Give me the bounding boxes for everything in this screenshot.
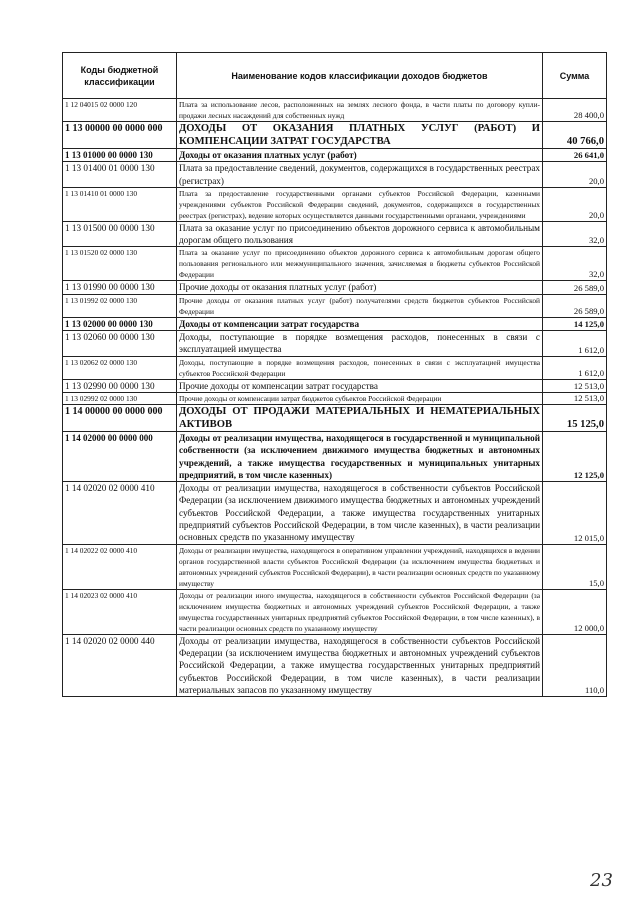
row-sum: 12 000,0 (543, 589, 607, 634)
row-sum: 26 641,0 (543, 149, 607, 162)
table-row (63, 392, 607, 404)
table-row (63, 379, 607, 392)
table-row (63, 281, 607, 294)
table-row (63, 294, 607, 317)
row-code: 1 13 02000 00 0000 130 (63, 317, 177, 330)
row-sum: 110,0 (543, 634, 607, 696)
table-row (63, 122, 607, 149)
row-sum: 32,0 (543, 221, 607, 247)
table-header-row (63, 53, 607, 99)
table-row (63, 99, 607, 122)
budget-classification-table (62, 52, 607, 697)
row-name: Доходы от реализации иного имущества, находящегося в собственности субъектов Российской Федерации (за исключением имущества бюджетных и автономных учреждений субъектов Российской Федерации, а также имущества государственных унитарных предприятий субъектов Российской Федерации, в том числе казенных), в части реализации основных средств по указанному имуществу (177, 589, 543, 634)
row-sum: 20,0 (543, 162, 607, 188)
row-code: 1 13 01990 00 0000 130 (63, 281, 177, 294)
row-name: ДОХОДЫ ОТ ОКАЗАНИЯ ПЛАТНЫХ УСЛУГ (РАБОТ) И КОМПЕНСАЦИИ ЗАТРАТ ГОСУДАРСТВА (177, 122, 543, 149)
row-name: Доходы от реализации имущества, находящегося в собственности субъектов Российской Федерации (за исключением имущества бюджетных и автономных учреждений субъектов Российской Федерации, а также имущества государственных унитарных предприятий субъектов Российской Федерации, в том числе казенных), в части реализации материальных запасов по указанному имуществу (177, 634, 543, 696)
row-sum: 26 589,0 (543, 294, 607, 317)
table-row (63, 331, 607, 357)
row-sum: 14 125,0 (543, 317, 607, 330)
row-sum: 1 612,0 (543, 356, 607, 379)
row-name: Плата за использование лесов, расположенных на землях лесного фонда, в части платы по договору купли-продажи лесных насаждений для собственных нужд (177, 99, 543, 122)
table-row (63, 544, 607, 589)
row-code: 1 13 02992 02 0000 130 (63, 392, 177, 404)
row-name: Прочие доходы от компенсации затрат государства (177, 379, 543, 392)
table-row (63, 589, 607, 634)
row-name: Прочие доходы от оказания платных услуг (работ) получателями средств бюджетов субъектов Российской Федерации (177, 294, 543, 317)
table-row (63, 317, 607, 330)
table-row (63, 187, 607, 221)
row-name: Плата за предоставление сведений, документов, содержащихся в государственных реестрах (регистрах) (177, 162, 543, 188)
table-row (63, 162, 607, 188)
row-code: 1 14 02000 00 0000 000 (63, 431, 177, 481)
row-code: 1 14 02020 02 0000 410 (63, 482, 177, 544)
row-sum: 28 400,0 (543, 99, 607, 122)
row-code: 1 13 01400 01 0000 130 (63, 162, 177, 188)
row-sum: 20,0 (543, 187, 607, 221)
header-sum: Сумма (543, 53, 607, 99)
row-code: 1 12 04015 02 0000 120 (63, 99, 177, 122)
row-name: Прочие доходы от оказания платных услуг (работ) (177, 281, 543, 294)
row-name: Плата за оказание услуг по присоединению объектов дорожного сервиса к автомобильным дорогам общего пользования (177, 221, 543, 247)
row-name: Доходы от реализации имущества, находящегося в оперативном управлении учреждений, находящихся в ведении органов государственной власти субъектов Российской Федерации (за исключением имущества бюджетных и автономных учреждений субъектов Российской Федерации), в части реализации основных средств по указанному имуществу (177, 544, 543, 589)
table-row (63, 404, 607, 431)
row-sum: 12 015,0 (543, 482, 607, 544)
header-code: Коды бюджетной классификации (63, 53, 177, 99)
row-code: 1 13 00000 00 0000 000 (63, 122, 177, 149)
row-sum: 15,0 (543, 544, 607, 589)
row-name: Прочие доходы от компенсации затрат бюджетов субъектов Российской Федерации (177, 392, 543, 404)
table-row (63, 221, 607, 247)
row-code: 1 13 01410 01 0000 130 (63, 187, 177, 221)
row-sum: 26 589,0 (543, 281, 607, 294)
table-row (63, 482, 607, 544)
row-code: 1 13 01520 02 0000 130 (63, 247, 177, 281)
row-name: ДОХОДЫ ОТ ПРОДАЖИ МАТЕРИАЛЬНЫХ И НЕМАТЕРИАЛЬНЫХ АКТИВОВ (177, 404, 543, 431)
row-name: Доходы, поступающие в порядке возмещения расходов, понесенных в связи с эксплуатацией имущества субъектов Российской Федерации (177, 356, 543, 379)
page-number: 23 (590, 870, 613, 891)
table-row (63, 356, 607, 379)
row-sum: 12 513,0 (543, 392, 607, 404)
table-row (63, 634, 607, 696)
row-code: 1 14 02020 02 0000 440 (63, 634, 177, 696)
row-sum: 12 513,0 (543, 379, 607, 392)
row-sum: 40 766,0 (543, 122, 607, 149)
row-code: 1 13 02062 02 0000 130 (63, 356, 177, 379)
row-name: Доходы от реализации имущества, находящегося в государственной и муниципальной собственности (за исключением движимого имущества бюджетных и автономных учреждений, а также имущества государственных и муниципальных унитарных предприятий, в том числе казенных) (177, 431, 543, 481)
row-name: Плата за оказание услуг по присоединению объектов дорожного сервиса к автомобильным дорогам общего пользования регионального или межмуниципального значения, зачисляемая в бюджеты субъектов Российской Федерации (177, 247, 543, 281)
table-row (63, 431, 607, 481)
row-name: Доходы от компенсации затрат государства (177, 317, 543, 330)
table-row (63, 247, 607, 281)
row-code: 1 13 02060 00 0000 130 (63, 331, 177, 357)
row-code: 1 13 02990 00 0000 130 (63, 379, 177, 392)
row-code: 1 13 01992 02 0000 130 (63, 294, 177, 317)
header-name: Наименование кодов классификации доходов бюджетов (177, 53, 543, 99)
table-row (63, 149, 607, 162)
row-code: 1 14 02022 02 0000 410 (63, 544, 177, 589)
row-name: Доходы, поступающие в порядке возмещения расходов, понесенных в связи с эксплуатацией имущества (177, 331, 543, 357)
row-code: 1 13 01500 00 0000 130 (63, 221, 177, 247)
row-code: 1 14 00000 00 0000 000 (63, 404, 177, 431)
row-name: Доходы от реализации имущества, находящегося в собственности субъектов Российской Федерации (за исключением движимого имущества бюджетных и автономных учреждений субъектов Российской Федерации, а также имущества государственных унитарных предприятий субъектов Российской Федерации, в том числе казенных), в части реализации основных средств по указанному имуществу (177, 482, 543, 544)
row-sum: 1 612,0 (543, 331, 607, 357)
row-sum: 12 125,0 (543, 431, 607, 481)
row-sum: 15 125,0 (543, 404, 607, 431)
row-code: 1 13 01000 00 0000 130 (63, 149, 177, 162)
row-name: Плата за предоставление государственными органами субъектов Российской Федерации, казенными учреждениями субъектов Российской Федерации сведений, документов, содержащихся в государственных реестрах (регистрах), ведение которых осуществляется данными государственными органами, учреждениями (177, 187, 543, 221)
row-sum: 32,0 (543, 247, 607, 281)
row-code: 1 14 02023 02 0000 410 (63, 589, 177, 634)
budget-table-sheet (62, 52, 606, 697)
row-name: Доходы от оказания платных услуг (работ) (177, 149, 543, 162)
table-body (63, 99, 607, 697)
